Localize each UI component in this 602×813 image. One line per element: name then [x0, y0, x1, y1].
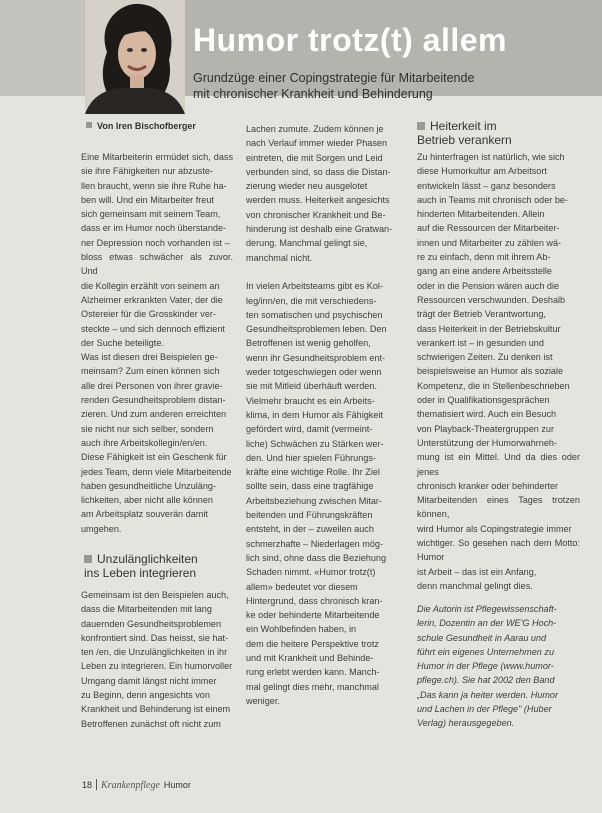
text-line: zierung wieder neu ausgelotet — [246, 181, 368, 192]
text-line: weder totgeschwiegen oder wenn — [246, 367, 382, 378]
text-line: Unterstützung der Humorwahrneh- — [417, 437, 558, 448]
text-line: auch ihre Arbeitskollegin/en/en. — [81, 437, 208, 448]
text-line: Alzheimer erkrankten Vater, der die — [81, 294, 223, 305]
byline — [86, 121, 196, 131]
text-line: ten /en, die Unzulänglichkeiten in ihr — [81, 647, 228, 658]
text-line: Mitarbeitenden eines Tages trotzen können, — [417, 495, 580, 520]
text-line: auch in Teams mit chronisch oder be- — [417, 194, 568, 205]
text-line: Die Autorin ist Pflegewissenschaft- — [417, 604, 557, 614]
text-line: Ostereier für die Grosskinder ver- — [81, 309, 216, 320]
text-line: Betroffenen ist wenig geholfen, — [246, 338, 371, 349]
text-line: Betroffenen zunächst oft nicht zum — [81, 718, 221, 729]
column-1b-text — [81, 588, 233, 731]
article-subtitle — [193, 70, 593, 102]
text-line: ke oder behinderte Mitarbeitende — [246, 610, 380, 621]
text-line: manchmal nicht. — [246, 252, 313, 263]
subheading-line: ins Leben integrieren — [84, 566, 197, 580]
text-line: chronisch kranker oder behinderter — [417, 480, 559, 491]
text-line: pflege.ch). Sie hat 2002 den Band — [417, 675, 555, 686]
text-line: wichtiger. So gesehen nach dem Motto: Humor — [417, 538, 580, 563]
text-line: derung. Manchmal gelingt sie, — [246, 238, 368, 249]
text-line: hinderung ist deshalb eine Gratwan- — [246, 224, 393, 235]
text-line: Vielmehr braucht es ein Arbeits- — [246, 395, 375, 406]
byline-text: Von Iren Bischofberger — [97, 121, 196, 131]
text-line: Hintergrund, dass chronisch kran- — [246, 595, 383, 606]
text-line: dass er im Humor noch überstande- — [81, 223, 227, 234]
square-bullet-icon — [417, 122, 425, 130]
text-line: schmerzhafte – Niederlagen mög- — [246, 538, 383, 549]
text-line: haben gesundheitliche Unzuläng- — [81, 480, 216, 491]
text-line: Ressourcen verschwunden. Deshalb — [417, 294, 566, 305]
text-line: ner Depression noch vorhanden ist – — [81, 237, 230, 248]
text-line: werden muss. Heiterkeit angesichts — [246, 195, 390, 206]
section-name: Humor — [163, 780, 191, 790]
subheading-unzulaenglichkeiten — [84, 552, 244, 580]
text-line: klima, in dem Humor als Fähigkeit — [246, 409, 383, 420]
text-line: lich sind, ohne dass die Beziehung — [246, 552, 387, 563]
text-line: thematisiert wird. Auch ein Besuch — [417, 409, 556, 420]
text-line: diese Humorkultur am Arbeitsort — [417, 166, 547, 177]
text-line: Schaden nimmt. «Humor trotz(t) — [246, 567, 376, 578]
text-line: hinderten Mitarbeitenden. Allein — [417, 209, 545, 220]
column-2-text — [246, 122, 404, 708]
text-line: ben will. Und ein Mitarbeiter freut — [81, 194, 214, 205]
square-bullet-icon — [84, 555, 92, 563]
author-note — [417, 602, 580, 731]
text-line: Gesundheitsproblemen leben. Den — [246, 324, 387, 335]
text-line: Umgang damit längst nicht immer — [81, 675, 217, 686]
text-line: Arbeitsbeziehung zwischen Mitar- — [246, 495, 382, 506]
text-line: den. Und hier spielen Führungs- — [246, 452, 376, 463]
text-line: gang an eine andere Arbeitsstelle — [417, 266, 552, 277]
magazine-logo: Krankenpflege — [101, 780, 160, 791]
text-line: umgehen. — [81, 523, 122, 534]
text-line: Leben zu integrieren. Ein humorvoller — [81, 661, 233, 672]
text-line: verankert ist – in gesunden und — [417, 337, 544, 348]
column-3-text — [417, 150, 580, 593]
text-line: eintreten, die mit Sorgen und Leid — [246, 152, 383, 163]
text-line: meinsam? Zum einen können sich — [81, 366, 220, 377]
text-line: schwierigen Zeiten. Zu denken ist — [417, 352, 553, 363]
text-line: renden Gesundheitsproblem distan- — [81, 395, 226, 406]
text-line: allem» bedeutet vor diesem — [246, 581, 358, 592]
text-line: In vielen Arbeitsteams gibt es Kol- — [246, 281, 383, 292]
header-left-shade — [0, 0, 88, 96]
subheading-line: Heiterkeit im — [430, 119, 497, 133]
text-line: trägt der Betrieb Verantwortung, — [417, 309, 546, 320]
text-line: die Kollegin erzählt von seinem an — [81, 280, 220, 291]
text-line: lichkeiten, aber nicht alle können — [81, 495, 213, 506]
text-line: sollte sein, dass eine tragfähige — [246, 481, 374, 492]
text-line: rung erlebt werden kann. Manch- — [246, 667, 380, 678]
text-line: schule Gesundheit in Aarau und — [417, 632, 547, 643]
text-line: sich gemeinsam mit seinem Team, — [81, 209, 221, 220]
text-line: zieren. Und zum anderen erreichten — [81, 409, 227, 420]
text-line — [246, 265, 404, 279]
text-line: ein Wohlbefinden haben, in — [246, 624, 357, 635]
author-portrait-image — [85, 0, 185, 114]
subheading-line: Betrieb verankern — [417, 133, 512, 147]
article-title: Humor trotz(t) allem — [193, 22, 507, 58]
author-photo — [85, 0, 185, 114]
text-line: kräfte eine wichtige Rolle. Ihr Ziel — [246, 467, 380, 478]
text-line: bloss etwas schwächer als zuvor. Und — [81, 252, 233, 277]
text-line: wenn ihr Gesundheitsproblem ent- — [246, 352, 386, 363]
text-line: Was ist diesen drei Beispielen ge- — [81, 352, 218, 363]
text-line: mung ist ein Mittel. Und da dies oder jenes — [417, 452, 580, 477]
text-line: Kompetenz, die in Stellenbeschrieben — [417, 380, 570, 391]
text-line: Zu hinterfragen ist natürlich, wie sich — [417, 152, 565, 162]
text-line: auf die Ressourcen der Mitarbeiter- — [417, 223, 560, 234]
column-1-text — [81, 150, 233, 536]
text-line: dauernden Gesundheitsproblemen — [81, 618, 222, 629]
text-line: nach Verlauf immer wieder Phasen — [246, 138, 388, 149]
text-line: alle drei Personen von ihrer gravie- — [81, 380, 223, 391]
text-line: von chronischer Krankheit und Be- — [246, 209, 386, 220]
page-footer — [82, 779, 191, 791]
text-line: oder in Qualifikationsgesprächen — [417, 395, 550, 406]
text-line: gefördert wird, damit (vermeint- — [246, 424, 373, 435]
text-line: llen braucht, wenn sie ihre Ruhe ha- — [81, 180, 227, 191]
text-line: re zu einfach, denn mit ihrem Ab- — [417, 252, 551, 263]
text-line: beitenden und Führungskräften — [246, 510, 373, 521]
text-line: entsteht, in der – zuweilen auch — [246, 524, 374, 535]
text-line: Verlag) herausgegeben. — [417, 718, 515, 729]
text-line: steckte – und sich dennoch effizient — [81, 323, 225, 334]
text-line: führt ein eigenes Unternehmen zu — [417, 646, 554, 657]
text-line: und mit Krankheit und Behinde- — [246, 652, 374, 663]
text-line: verbunden sind, so dass die Distan- — [246, 166, 391, 177]
text-line: innen und Mitarbeiter zu zählen wä- — [417, 237, 562, 248]
text-line: leg/inn/en, die mit verschiedens- — [246, 295, 377, 306]
text-line: Lachen zumute. Zudem können je — [246, 124, 384, 134]
text-line: von Playback-Theatergruppen zur — [417, 423, 554, 434]
text-line: sie mit Mitleid überhäuft werden. — [246, 381, 377, 392]
text-line: weniger. — [246, 695, 280, 706]
text-line: Humor in der Pflege (www.humor- — [417, 661, 554, 672]
text-line: und Lachen in der Pflege" (Huber — [417, 704, 552, 715]
text-line: entwickeln lässt – ganz besonders — [417, 180, 556, 191]
text-line: liche) Schwächen zu Stärken wer- — [246, 438, 384, 449]
text-line: der Suche beteiligte. — [81, 337, 164, 348]
text-line: denn manchmal gelingt dies. — [417, 580, 533, 591]
text-line: ten somatischen und psychischen — [246, 309, 383, 320]
page-number: 18 — [82, 780, 93, 790]
text-line: beispielsweise an Humor als soziale — [417, 366, 564, 377]
text-line: wird Humor als Copingstrategie immer — [417, 523, 572, 534]
text-line: mal gelingt dies mehr, manchmal — [246, 681, 379, 692]
text-line: lerin, Dozentin an der WE'G Hoch- — [417, 618, 557, 629]
text-line: Eine Mitarbeiterin ermüdet sich, dass sie ihre Fähigkeiten nur abzuste- — [81, 152, 233, 177]
subtitle-line: Grundzüge einer Copingstrategie für Mitarbeitende — [193, 71, 475, 85]
text-line: Gemeinsam ist den Beispielen auch, — [81, 590, 229, 600]
text-line: dem die heitere Perspektive trotz — [246, 638, 379, 649]
text-line: Krankheit und Behinderung ist einem — [81, 704, 231, 715]
square-bullet-icon — [86, 122, 92, 128]
subtitle-line: mit chronischer Krankheit und Behinderung — [193, 87, 433, 101]
footer-divider — [96, 779, 97, 790]
text-line: „Das kann ja heiter werden. Humor — [417, 689, 559, 700]
text-line: jedes Team, denn viele Mitarbeitende — [81, 466, 232, 477]
subheading-line: Unzulänglichkeiten — [97, 552, 198, 566]
text-line: am Arbeitsplatz souverän damit — [81, 509, 208, 520]
text-line: sie nicht nur sich selber, sondern — [81, 423, 214, 434]
subheading-heiterkeit — [417, 119, 582, 147]
text-line: dass die Mitarbeitenden mit lang — [81, 604, 212, 615]
text-line: dass Heiterkeit in der Betriebskultur — [417, 323, 561, 334]
text-line: konfrontiert sind. Das heisst, sie hat- — [81, 632, 229, 643]
text-line: oder in die Pension wären auch die — [417, 280, 560, 291]
text-line: Diese Fähigkeit ist ein Geschenk für — [81, 452, 227, 463]
text-line: zu Beginn, denn angesichts von — [81, 690, 210, 701]
text-line: ist Arbeit – das ist ein Anfang, — [417, 566, 537, 577]
